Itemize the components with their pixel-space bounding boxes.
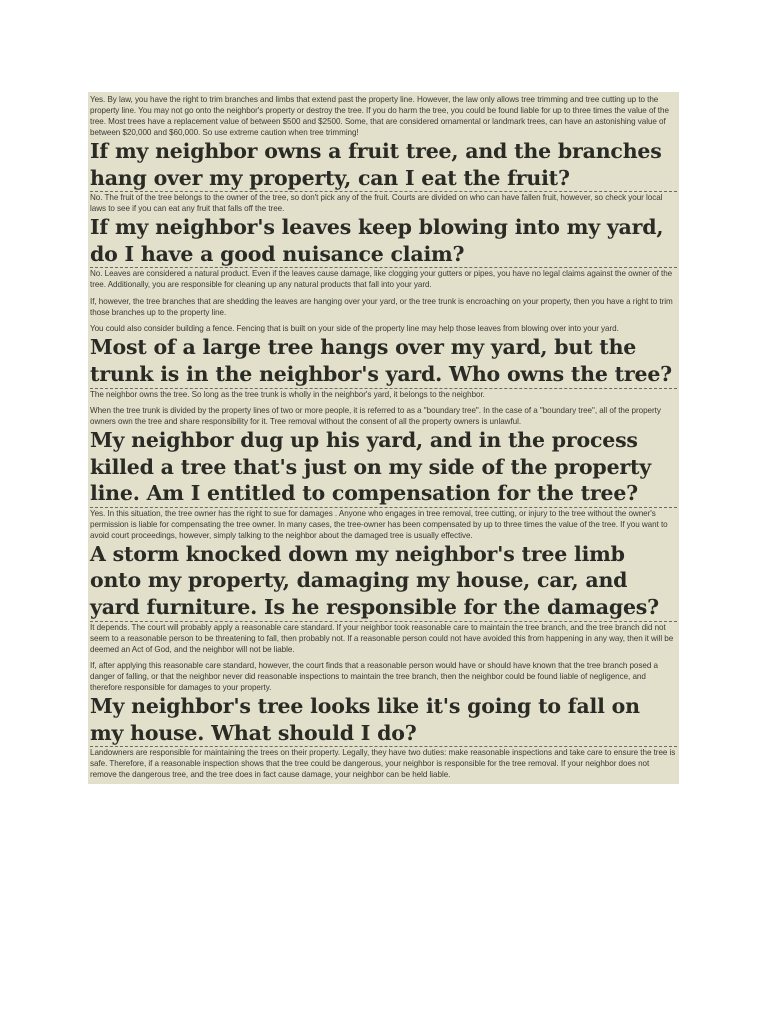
answer-paragraph: You could also consider building a fence. Fencing that is built on your side of the property line may help those leaves from blowing over into your yard. [90,324,619,334]
intro-paragraph: Yes. By law, you have the right to trim branches and limbs that extend past the property line. However, the law only allows tree trimming and tree cutting up to the property line. You may not go onto the neighbor's property or destroy the tree. If you do harm the tree, you could be found liable for up to three times the value of the tree. Most trees have a replacement value of between $500 and $2500. Some, that are considered ornamental or landmark trees, can have an astonishing value of between $20,000 and $60,000. So use extreme caution when tree trimming! [90,95,669,137]
question-heading: My neighbor's tree looks like it's going to fall on my house. What should I do? [90,694,640,745]
document-page [88,92,679,784]
question-heading: Most of a large tree hangs over my yard, but the trunk is in the neighbor's yard. Who owns the tree? [90,335,672,386]
question-heading: My neighbor dug up his yard, and in the process killed a tree that's just on my side of the property line. Am I entitled to compensation for the tree? [90,428,651,506]
answer-paragraph: If, however, the tree branches that are shedding the leaves are hanging over your yard, or the tree trunk is encroaching on your property, then you have a right to trim those branches up to the property line. [90,296,673,317]
answer-paragraph: The neighbor owns the tree. So long as the tree trunk is wholly in the neighbor's yard, it belongs to the neighbor. [90,389,485,399]
answer-paragraph: No. Leaves are considered a natural product. Even if the leaves cause damage, like clogging your gutters or pipes, you have no legal claims against the owner of the tree. Additionally, you are responsible for cleaning up any natural products that fall into your yard. [90,269,673,290]
question-heading: If my neighbor owns a fruit tree, and the branches hang over my property, can I eat the fruit? [90,139,662,190]
answer-paragraph: No. The fruit of the tree belongs to the owner of the tree, so don't pick any of the fruit. Courts are divided on who can have fallen fruit, however, so check your local laws to see if you can eat any fruit that falls off the tree. [90,193,663,214]
faq-section-2 [90,214,677,334]
answer-paragraph: When the tree trunk is divided by the property lines of two or more people, it is referred to as a "boundary tree". In the case of a "boundary tree", all of the property owners own the tree and share responsibility for it. Tree removal without the consent of all the property owners is unlawful. [90,406,661,427]
answer-paragraph: Yes. In this situation, the tree owner has the right to sue for damages . Anyone who engages in tree removal, tree cutting, or injury to the tree without the owner's permission is liable for compensating the tree owner. In many cases, the tree-owner has been compensated by up to three times the value of the tree. If you want to avoid court proceedings, however, simply talking to the neighbor about the damaged tree is usually effective. [90,508,668,540]
answer-paragraph: If, after applying this reasonable care standard, however, the court finds that a reasonable person would have or should have known that the tree branch posed a danger of falling, or that the neighbor never did reasonable inspections to maintain the tree branch, then the neighbor could be found liable of negligence, and therefore responsible for damages to your property. [90,661,658,693]
faq-section-1 [90,138,677,214]
faq-section-4 [90,427,677,541]
faq-section-3 [90,334,677,427]
faq-section-6 [90,693,677,780]
question-heading: If my neighbor's leaves keep blowing into my yard, do I have a good nuisance claim? [90,215,664,266]
faq-section-5 [90,541,677,693]
question-heading: A storm knocked down my neighbor's tree limb onto my property, damaging my house, car, and yard furniture. Is he responsible for the damages? [90,541,659,620]
answer-paragraph: Landowners are responsible for maintaining the trees on their property. Legally, they have two duties: make reasonable inspections and take care to ensure the tree is safe. Therefore, if a reasonable inspection shows that the tree could be dangerous, your neighbor is responsible for the tree removal. If your neighbor does not remove the dangerous tree, and the tree does in fact cause damage, your neighbor can be held liable. [90,748,676,780]
answer-paragraph: It depends. The court will probably apply a reasonable care standard. If your neighbor took reasonable care to maintain the tree branch, and the tree branch did not seem to a reasonable person to be threatening to fall, then probably not. If a reasonable person could not have avoided this from happening in any way, then it will be deemed an Act of God, and the neighbor will not be liable. [90,622,674,654]
